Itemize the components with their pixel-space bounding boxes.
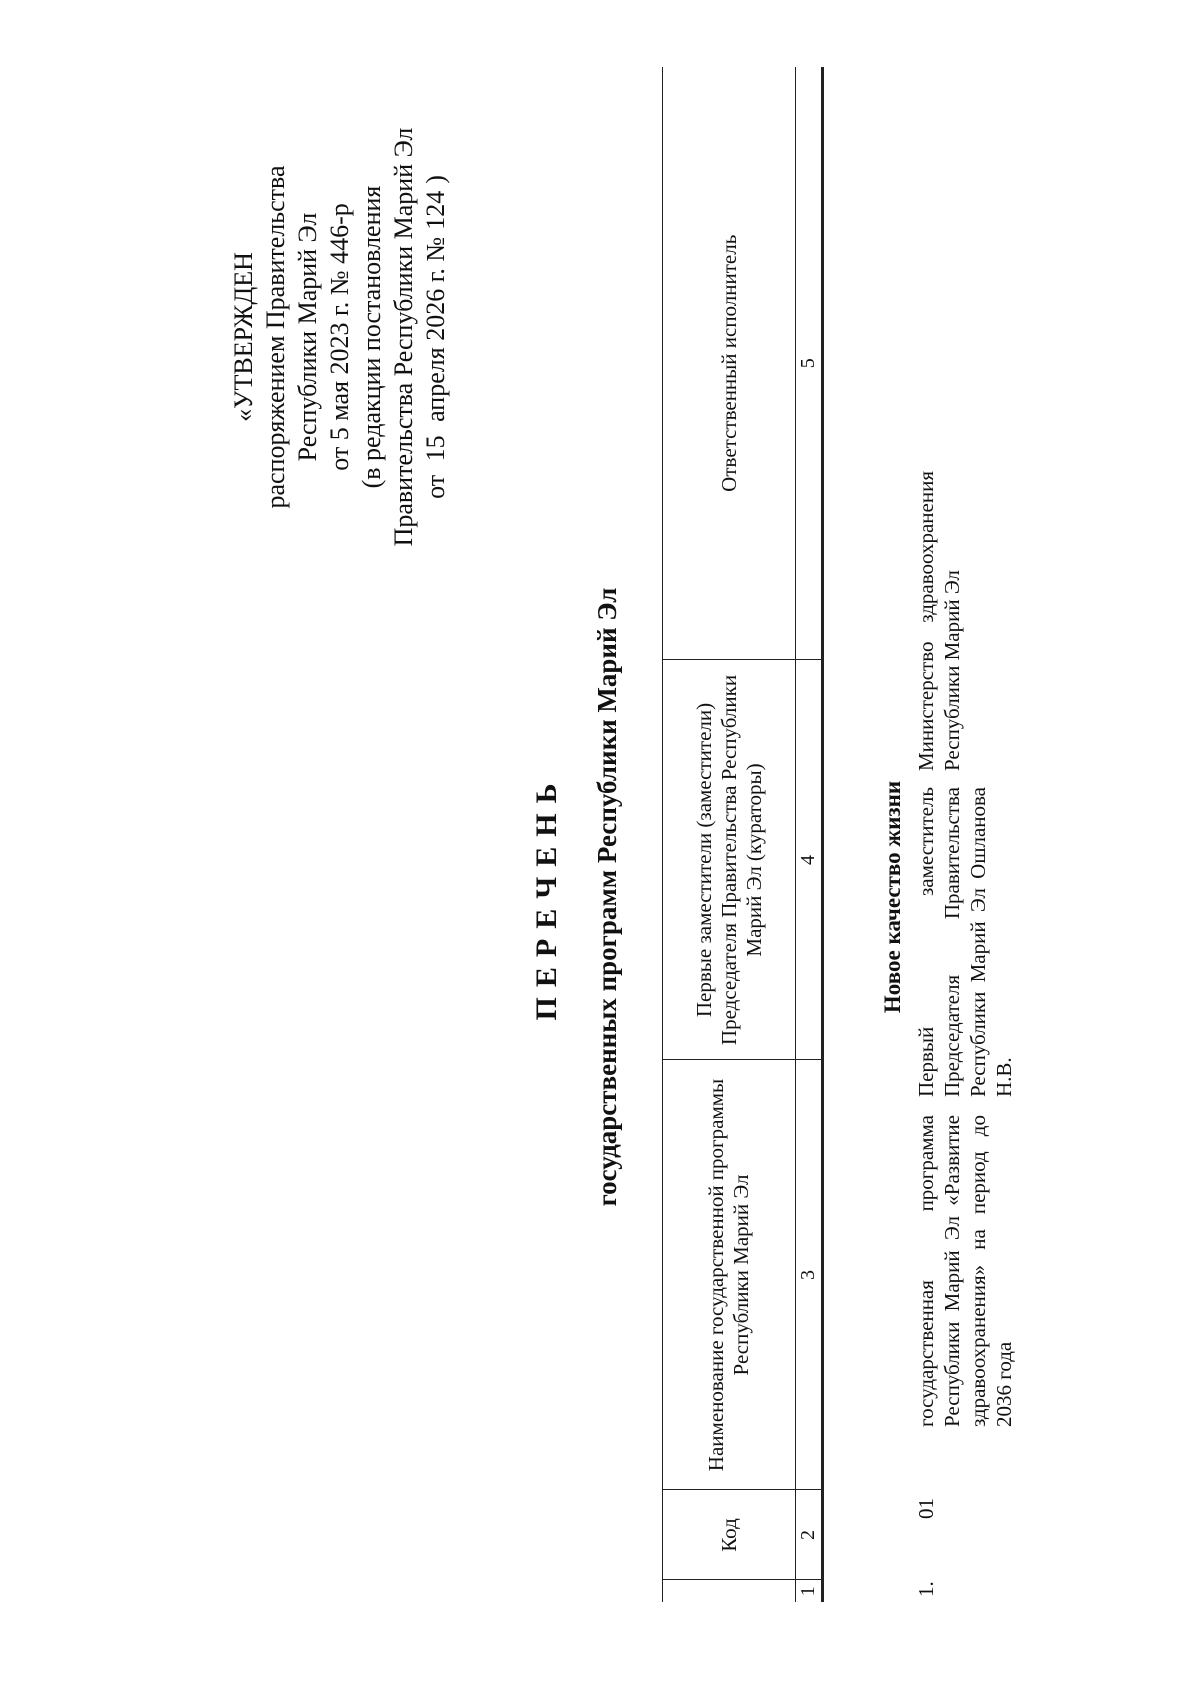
header-curators: Первые заместители (заместители) Председателя Правительства Республики Марий Эл (кураторы)	[663, 660, 796, 1060]
approval-line: распоряжением Правительства	[261, 165, 290, 509]
document-title: ПЕРЕЧЕНЬ	[530, 773, 563, 1021]
programs-table-header	[662, 67, 824, 1602]
approval-stamp	[228, 97, 452, 577]
header-program-name: Наименование государственной программы Республики Марий Эл	[663, 1060, 796, 1490]
program-curator: Первый заместитель Председателя Правительства Республики Марий Эл Ошланова Н.В.	[914, 787, 1016, 1097]
header-executor: Ответственный исполнитель	[663, 67, 796, 660]
approval-line: Правительства Республики Марий Эл	[389, 127, 418, 547]
column-number: 5	[796, 67, 823, 660]
approval-date-middle: апреля 2026 г. №	[421, 236, 450, 422]
approval-date-suffix: )	[421, 175, 450, 184]
approval-line: (в редакции постановления	[357, 185, 386, 489]
approval-line: Республики Марий Эл	[293, 212, 322, 462]
column-number: 1	[796, 1580, 823, 1602]
approval-date-day: 15	[421, 435, 450, 462]
approval-line	[420, 97, 452, 577]
section-heading: Новое качество жизни	[880, 780, 905, 1014]
row-number: 1.	[914, 1581, 938, 1597]
column-number: 2	[796, 1490, 823, 1580]
header-row-number	[663, 1580, 796, 1602]
header-code: Код	[663, 1490, 796, 1580]
document-subtitle: государственных программ Республики Марий Эл	[592, 587, 622, 1207]
approval-date-prefix: от	[421, 474, 450, 499]
program-executor: Министерство здравоохранения Республики Марий Эл	[914, 471, 964, 771]
program-code: 01	[914, 1498, 938, 1519]
approval-line: от 5 мая 2023 г. № 446-р	[325, 203, 354, 471]
approval-number: 124	[421, 190, 450, 230]
program-name: государственная программа Республики Марий Эл «Развитие здравоохранения» на период до 2036 года	[914, 1115, 1016, 1427]
approval-line: «УТВЕРЖДЕН	[229, 252, 258, 422]
column-number: 4	[796, 660, 823, 1060]
column-number: 3	[796, 1060, 823, 1490]
